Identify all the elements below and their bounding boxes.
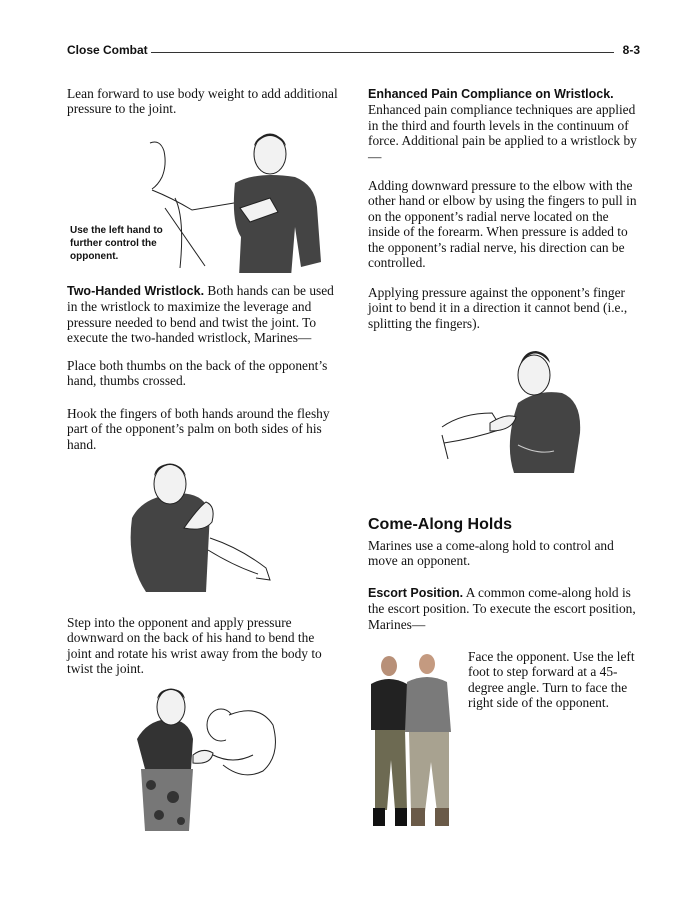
page-number: 8-3 [622, 43, 640, 57]
escort-text: A common come-along hold is the escort position. To execute the escort position, Marines— [368, 585, 636, 632]
hook-fingers-paragraph: Hook the fingers of both hands around the fleshy part of the opponent’s palm on both sides of his hand. [67, 406, 330, 452]
page-header [67, 43, 640, 61]
header-rule [151, 52, 614, 53]
enhanced-text: Enhanced pain compliance techniques are applied in the third and fourth levels in the continuum of force. Additional pain be applied to a wristlock by— [368, 102, 637, 164]
figure-finger-split [440, 345, 585, 485]
figure-step-into [133, 685, 283, 835]
two-handed-text: Both hands can be used in the wristlock to maximize the leverage and pressure needed to bend and twist the joint. To execute the two-handed wristlock, Marines— [67, 283, 334, 346]
adding-pressure-paragraph: Adding downward pressure to the elbow with the other hand or elbow by using the fingers to pull in on the opponent’s radial nerve located on the inside of the forearm. When pressure is added to the opponent’s radial nerve, his direction can be controlled. [368, 178, 637, 271]
place-thumbs-paragraph: Place both thumbs on the back of the opponent’s hand, thumbs crossed. [67, 358, 328, 389]
come-along-title: Come-Along Holds [368, 516, 512, 533]
lean-forward-paragraph: Lean forward to use body weight to add additional pressure to the joint. [67, 86, 338, 117]
two-handed-heading: Two-Handed Wristlock. [67, 284, 205, 298]
two-handed-paragraph [67, 283, 342, 346]
come-along-paragraph: Marines use a come-along hold to control and move an opponent. [368, 538, 614, 569]
applying-pressure-paragraph: Applying pressure against the opponent’s finger joint to bend it in a direction it cannot bend (i.e., splitting the fingers). [368, 285, 628, 331]
enhanced-paragraph [368, 86, 643, 164]
figure-two-handed-wristlock [124, 458, 274, 598]
header-title: Close Combat [67, 43, 148, 57]
step-into-paragraph: Step into the opponent and apply pressure downward on the back of his hand to bend the joint and rotate his wrist away from the body to twist the joint. [67, 615, 322, 677]
enhanced-heading: Enhanced Pain Compliance on Wristlock. [368, 87, 614, 101]
photo-escort-position [365, 652, 465, 832]
escort-heading: Escort Position. [368, 586, 464, 600]
face-opponent-paragraph: Face the opponent. Use the left foot to step forward at a 45-degree angle. Turn to face the right side of the opponent. [468, 649, 635, 711]
escort-paragraph [368, 585, 643, 632]
figure1-caption: Use the left hand to further control the opponent. [70, 225, 163, 262]
